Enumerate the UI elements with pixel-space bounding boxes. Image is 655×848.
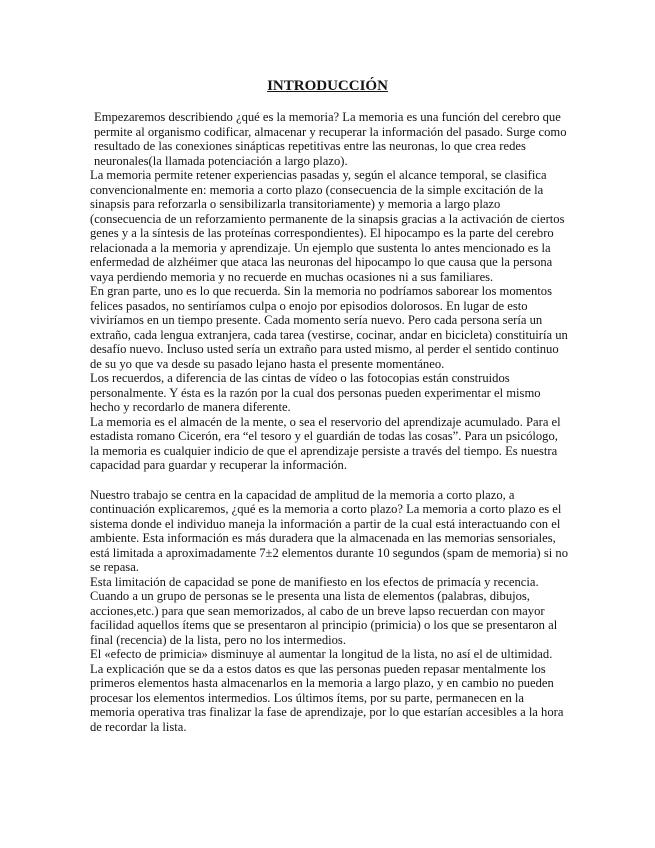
paragraph-memory-classification: La memoria permite retener experiencias pasadas y, según el alcance temporal, se clasifica convencionalmente en: memoria a corto plazo (consecuencia de la simple excitación de la sinapsis para reforzarla o sensibilizarla transitoriamente) y memoria a largo plazo (consecuencia de un reforzamiento permanente de la sinapsis gracias a la activación de ciertos genes y a la síntesis de las proteínas correspondientes). El hipocampo es la parte del cerebro relacionada a la memoria y aprendizaje. Un ejemplo que sustenta lo antes mencionado es la enfermedad de alzhéimer que ataca las neuronas del hipocampo lo que causa que la persona vaya perdiendo memoria y no recuerde en muchas ocasiones ni a sus familiares. — [90, 168, 565, 284]
document-body — [90, 110, 568, 734]
paragraph-primacy-effect: El «efecto de primicia» disminuye al aumentar la longitud de la lista, no así el de ultimidad. — [90, 647, 553, 661]
paragraph-memory-definition: Empezaremos describiendo ¿qué es la memoria? La memoria es una función del cerebro que permite al organismo codificar, almacenar y recuperar la información del pasado. Surge como resultado de las conexiones sinápticas repetitivas entre las neuronas, lo que crea redes neuronales(la llamada potenciación a largo plazo). — [94, 110, 567, 168]
paragraph-memory-store: La memoria es el almacén de la mente, o sea el reservorio del aprendizaje acumulado. Para el estadista romano Cicerón, era “el tesoro y el guardián de todas las cosas”. Para un psicólogo, la memoria es cualquier indicio de que el aprendizaje persiste a través del tiempo. Es nuestra capacidad para guardar y recuperar la información. — [90, 414, 561, 472]
paragraph-gap — [90, 473, 568, 488]
paragraph-memories-constructed: Los recuerdos, a diferencia de las cintas de vídeo o las fotocopias están construidos personalmente. Y ésta es la razón por la cual dos personas pueden experimentar el mismo hecho y recordarlo de manera diferente. — [90, 371, 541, 414]
paragraph-short-term-memory: Nuestro trabajo se centra en la capacidad de amplitud de la memoria a corto plazo, a continuación explicaremos, ¿qué es la memoria a corto plazo? La memoria a corto plazo es el sistema donde el individuo maneja la información a partir de la cual está interactuando con el ambiente. Esta información es más duradera que la almacenada en las memorias sensoriales, está limitada a aproximadamente 7±2 elementos durante 10 segundos (spam de memoria) si no se repasa. — [90, 487, 568, 574]
paragraph-remembering: En gran parte, uno es lo que recuerda. Sin la memoria no podríamos saborear los momentos felices pasados, no sentiríamos culpa o enojo por episodios dolorosos. En lugar de esto viviríamos en un tiempo presente. Cada momento sería nuevo. Pero cada persona sería un extraño, cada lengua extranjera, cada tarea (vestirse, cocinar, andar en bicicleta) constituiría un desafío nuevo. Incluso usted sería un extraño para usted mismo, al perder el sentido continuo de su yo que va desde su pasado lejano hasta el presente momentáneo. — [90, 284, 568, 371]
paragraph-explanation: La explicación que se da a estos datos es que las personas pueden repasar mentalmente los primeros elementos hasta almacenarlos en la memoria a largo plazo, y en cambio no pueden procesar los elementos intermedios. Los últimos ítems, por su parte, permanecen en la memoria operativa tras finalizar la fase de aprendizaje, por lo que estarían accesibles a la hora de recordar la lista. — [90, 661, 564, 734]
paragraph-primacy-recency: Esta limitación de capacidad se pone de manifiesto en los efectos de primacía y recencia. Cuando a un grupo de personas se le presenta una lista de elementos (palabras, dibujos, acciones,etc.) para que sean memorizados, al cabo de un breve lapso recuerdan con mayor facilidad aquellos ítems que se presentaron al principio (primicia) o los que se presentaron al final (recencia) de la lista, pero no los intermedios. — [90, 574, 558, 647]
page-title: INTRODUCCIÓN — [267, 78, 388, 94]
